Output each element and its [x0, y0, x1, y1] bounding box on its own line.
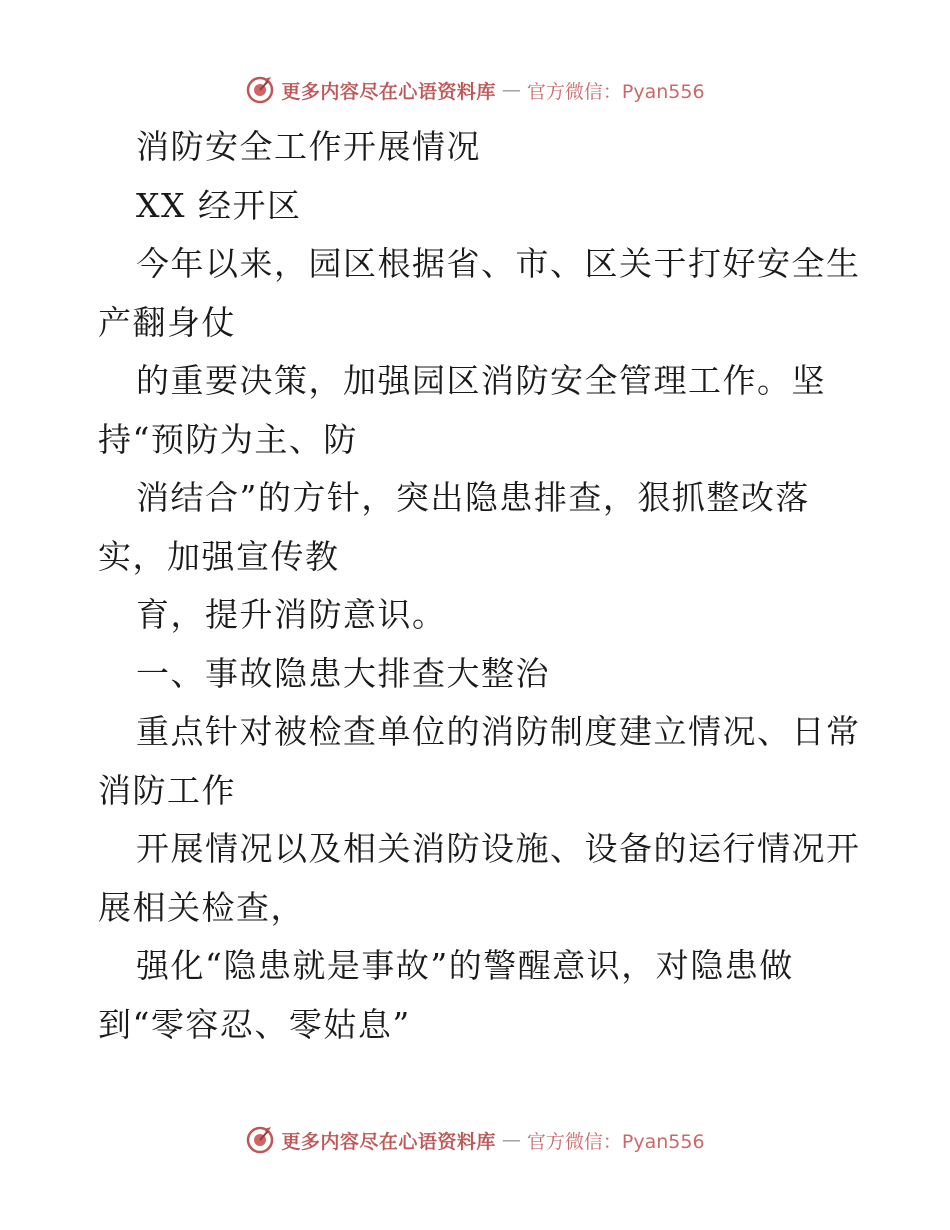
text-line: 重点针对被检查单位的消防制度建立情况、日常 — [136, 712, 861, 751]
text-line: 消防工作 — [98, 770, 236, 810]
watermark-separator: — — [501, 1129, 521, 1151]
text-line: 到“零容忍、零姑息” — [98, 1004, 411, 1044]
document-body — [98, 118, 861, 1054]
text-line: 今年以来，园区根据省、市、区关于打好安全生 — [136, 244, 861, 283]
text-line: 强化“隐患就是事故”的警醒意识，对隐患做 — [136, 946, 794, 985]
text-line: XX 经开区 — [136, 185, 302, 225]
text-line: 展相关检查， — [98, 887, 305, 927]
watermark-separator: — — [501, 79, 521, 101]
watermark-text: 更多内容尽在心语资料库 — [281, 80, 496, 103]
text-line: 开展情况以及相关消防设施、设备的运行情况开 — [136, 829, 861, 868]
header-watermark — [0, 70, 950, 110]
text-line: 实，加强宣传教 — [98, 536, 340, 576]
text-line: 消防安全工作开展情况 — [136, 127, 481, 166]
text-line: 消结合”的方针，突出隐患排查，狠抓整改落 — [136, 478, 810, 517]
text-line: 一、事故隐患大排查大整治 — [136, 653, 550, 693]
quill-logo-icon — [245, 75, 275, 105]
text-line: 育，提升消防意识。 — [136, 595, 447, 634]
text-line: 产翻身仗 — [98, 302, 236, 342]
watermark-contact: 官方微信：Pyan556 — [526, 1130, 705, 1153]
text-line: 的重要决策，加强园区消防安全管理工作。坚 — [136, 361, 826, 400]
watermark-text: 更多内容尽在心语资料库 — [281, 1130, 496, 1153]
footer-watermark — [0, 1120, 950, 1160]
quill-logo-icon — [245, 1125, 275, 1155]
text-line: 持“预防为主、防 — [98, 419, 358, 459]
watermark-contact: 官方微信：Pyan556 — [526, 80, 705, 103]
